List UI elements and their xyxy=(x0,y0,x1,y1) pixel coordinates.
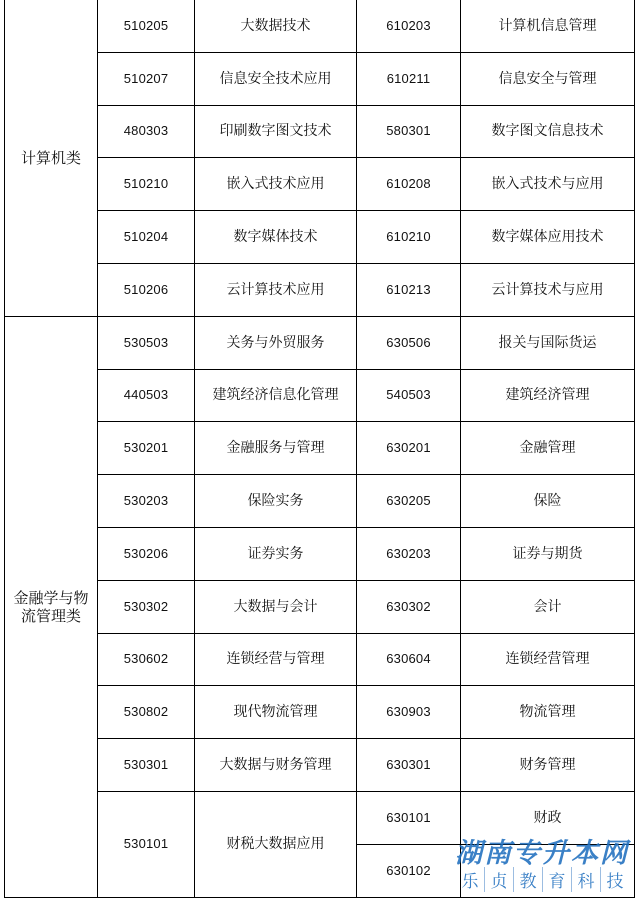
major-mapping-table xyxy=(4,0,635,898)
undergrad-major-cell: 报关与国际货运 xyxy=(461,316,635,369)
vocational-code-cell: 530203 xyxy=(98,475,195,528)
table-row xyxy=(5,527,635,580)
undergrad-code-cell: 630604 xyxy=(357,633,461,686)
watermark-char: 乐 xyxy=(456,867,485,892)
undergrad-major-cell: 财政 xyxy=(461,791,635,844)
vocational-major-cell: 嵌入式技术应用 xyxy=(195,158,357,211)
vocational-code-cell: 530302 xyxy=(98,580,195,633)
watermark-char: 育 xyxy=(543,867,572,892)
vocational-code-cell: 530101 xyxy=(98,791,195,897)
watermark-char: 科 xyxy=(572,867,601,892)
vocational-code-cell: 510206 xyxy=(98,263,195,316)
vocational-major-cell: 财税大数据应用 xyxy=(195,791,357,897)
table-row xyxy=(5,158,635,211)
vocational-major-cell: 连锁经营与管理 xyxy=(195,633,357,686)
table-row xyxy=(5,0,635,52)
category-label: 计算机类 xyxy=(20,148,81,167)
undergrad-code-cell: 630102 xyxy=(357,844,461,897)
vocational-major-cell: 数字媒体技术 xyxy=(195,211,357,264)
table-row xyxy=(5,791,635,844)
table-row xyxy=(5,633,635,686)
table-row xyxy=(5,580,635,633)
vocational-major-cell: 关务与外贸服务 xyxy=(195,316,357,369)
undergrad-code-cell: 580301 xyxy=(357,105,461,158)
table-row xyxy=(5,316,635,369)
vocational-major-cell: 云计算技术应用 xyxy=(195,263,357,316)
table-row xyxy=(5,686,635,739)
vocational-major-cell: 证券实务 xyxy=(195,527,357,580)
vocational-code-cell: 480303 xyxy=(98,105,195,158)
undergrad-code-cell: 630302 xyxy=(357,580,461,633)
vocational-code-cell: 530301 xyxy=(98,739,195,792)
undergrad-major-cell: 财务管理 xyxy=(461,739,635,792)
undergrad-major-cell: 数字媒体应用技术 xyxy=(461,211,635,264)
undergrad-code-cell: 540503 xyxy=(357,369,461,422)
undergrad-code-cell: 610203 xyxy=(357,0,461,52)
watermark-char: 教 xyxy=(514,867,543,892)
vocational-major-cell: 印刷数字图文技术 xyxy=(195,105,357,158)
undergrad-major-cell: 云计算技术与应用 xyxy=(461,263,635,316)
vocational-major-cell: 建筑经济信息化管理 xyxy=(195,369,357,422)
undergrad-code-cell: 630203 xyxy=(357,527,461,580)
vocational-major-cell: 大数据与财务管理 xyxy=(195,739,357,792)
undergrad-major-cell: 嵌入式技术与应用 xyxy=(461,158,635,211)
undergrad-code-cell: 630301 xyxy=(357,739,461,792)
vocational-major-cell: 大数据技术 xyxy=(195,0,357,52)
vocational-code-cell: 510204 xyxy=(98,211,195,264)
table-row xyxy=(5,739,635,792)
undergrad-code-cell: 630205 xyxy=(357,475,461,528)
undergrad-code-cell: 630506 xyxy=(357,316,461,369)
table-row xyxy=(5,422,635,475)
vocational-code-cell: 530201 xyxy=(98,422,195,475)
undergrad-major-cell: 建筑经济管理 xyxy=(461,369,635,422)
vocational-major-cell: 金融服务与管理 xyxy=(195,422,357,475)
undergrad-major-cell: 信息安全与管理 xyxy=(461,52,635,105)
undergrad-code-cell: 630201 xyxy=(357,422,461,475)
undergrad-major-cell: 保险 xyxy=(461,475,635,528)
watermark-char: 贞 xyxy=(485,867,514,892)
vocational-code-cell: 510210 xyxy=(98,158,195,211)
undergrad-major-cell: 连锁经营管理 xyxy=(461,633,635,686)
vocational-code-cell: 530802 xyxy=(98,686,195,739)
table-row xyxy=(5,211,635,264)
vocational-major-cell: 保险实务 xyxy=(195,475,357,528)
watermark-char: 技 xyxy=(606,872,624,892)
vocational-code-cell: 530206 xyxy=(98,527,195,580)
category-cell-finance-logistics xyxy=(5,316,98,897)
vocational-code-cell: 440503 xyxy=(98,369,195,422)
undergrad-major-cell: 物流管理 xyxy=(461,686,635,739)
undergrad-major-cell: 金融管理 xyxy=(461,422,635,475)
table-row xyxy=(5,369,635,422)
vocational-code-cell: 530503 xyxy=(98,316,195,369)
vocational-code-cell: 510207 xyxy=(98,52,195,105)
undergrad-code-cell: 610213 xyxy=(357,263,461,316)
undergrad-major-cell: 计算机信息管理 xyxy=(461,0,635,52)
category-cell-computer xyxy=(5,0,98,316)
watermark-title: 湖南专升本网 xyxy=(455,838,629,869)
undergrad-major-cell: 会计 xyxy=(461,580,635,633)
undergrad-major-cell: 证券与期货 xyxy=(461,527,635,580)
vocational-major-cell: 现代物流管理 xyxy=(195,686,357,739)
vocational-code-cell: 510205 xyxy=(98,0,195,52)
undergrad-major-cell: 数字图文信息技术 xyxy=(461,105,635,158)
undergrad-code-cell: 610211 xyxy=(357,52,461,105)
category-label-line-1: 金融学与物 xyxy=(13,588,89,607)
category-label-line-2: 流管理类 xyxy=(20,606,81,625)
vocational-major-cell: 大数据与会计 xyxy=(195,580,357,633)
table-row xyxy=(5,475,635,528)
undergrad-major-cell xyxy=(461,844,635,897)
table-row xyxy=(5,105,635,158)
undergrad-code-cell: 610210 xyxy=(357,211,461,264)
table-row xyxy=(5,263,635,316)
vocational-code-cell: 530602 xyxy=(98,633,195,686)
undergrad-code-cell: 630903 xyxy=(357,686,461,739)
undergrad-code-cell: 630101 xyxy=(357,791,461,844)
table-row xyxy=(5,52,635,105)
undergrad-code-cell: 610208 xyxy=(357,158,461,211)
vocational-major-cell: 信息安全技术应用 xyxy=(195,52,357,105)
